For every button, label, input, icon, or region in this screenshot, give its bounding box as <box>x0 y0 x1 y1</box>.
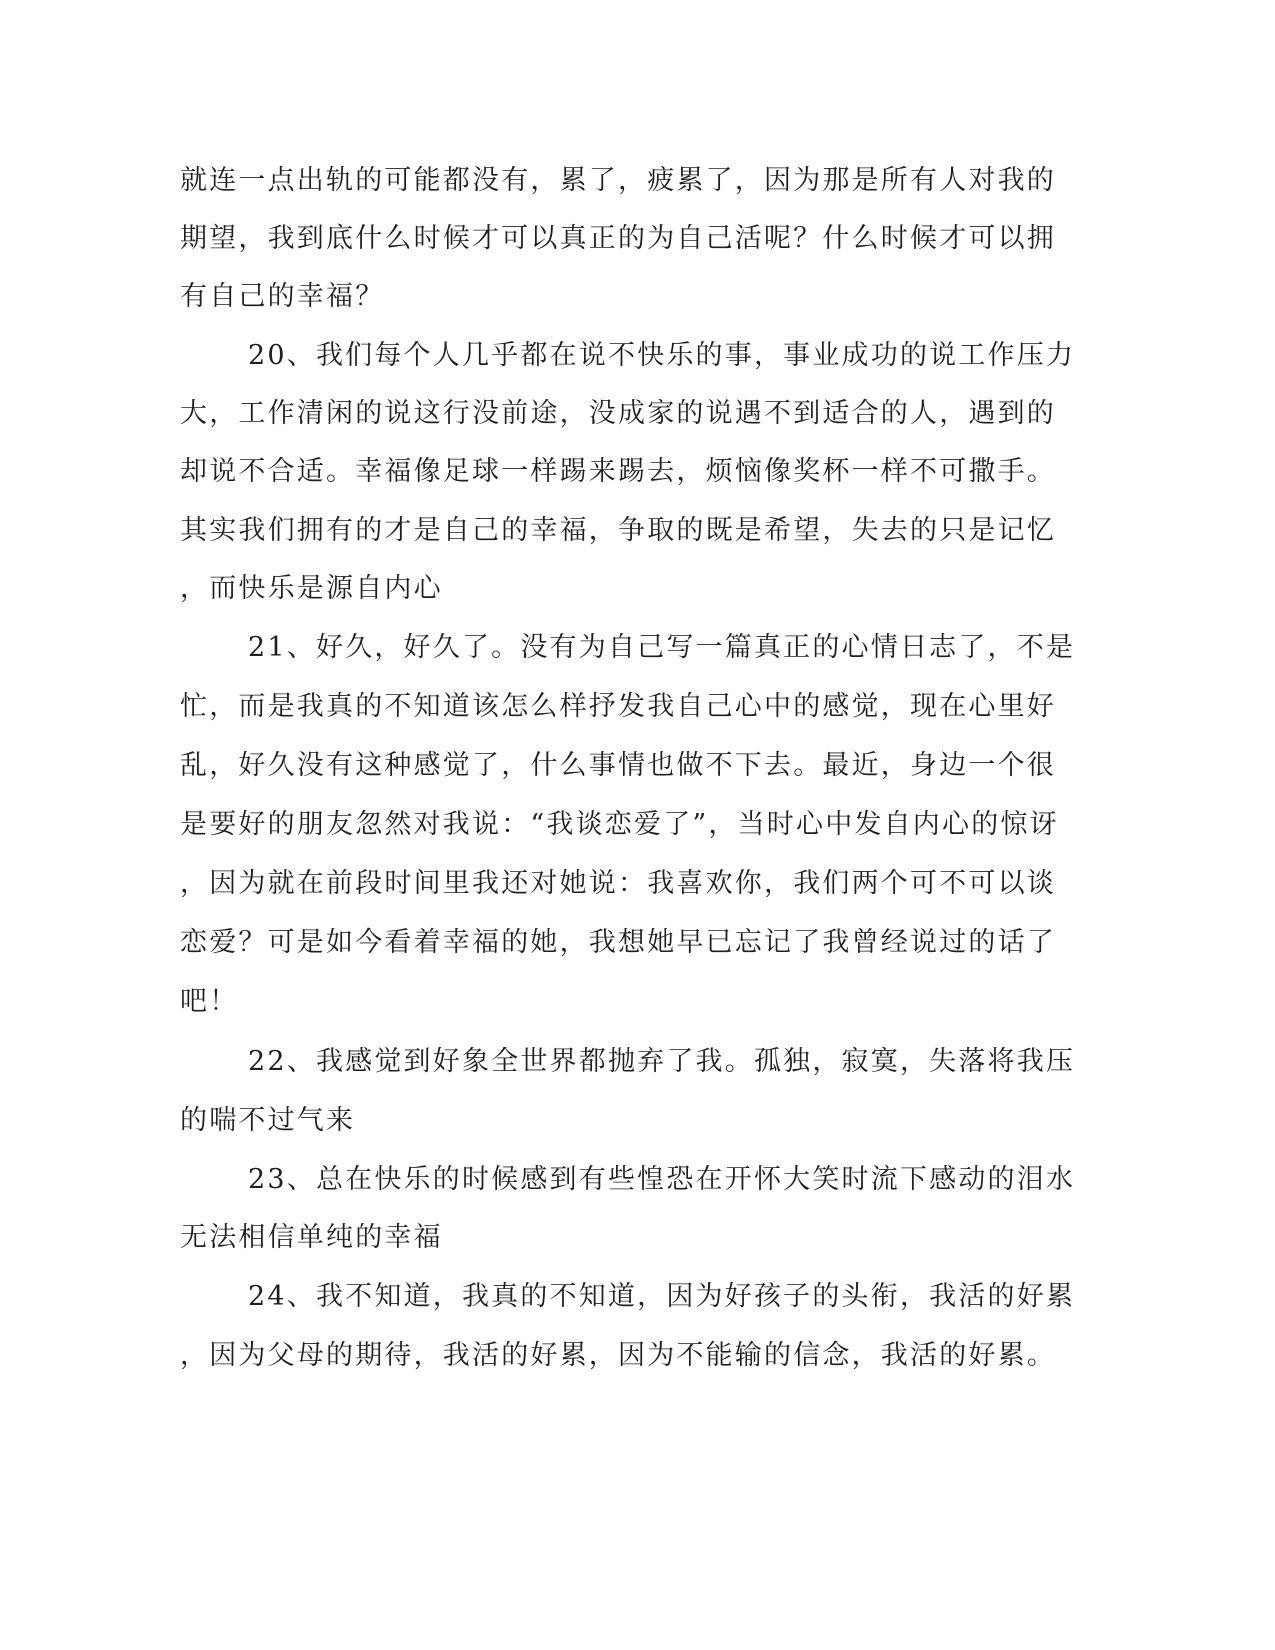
paragraph-20-first-line: 20、我们每个人几乎都在说不快乐的事，事业成功的说工作压力 <box>248 340 1076 371</box>
text-line: ，因为就在前段时间里我还对她说：我喜欢你，我们两个可不可以谈 <box>180 868 1056 899</box>
text-line: 的喘不过气来 <box>180 1105 356 1136</box>
text-line: 乱，好久没有这种感觉了，什么事情也做不下去。最近，身边一个很 <box>180 750 1056 781</box>
text-line: ，因为父母的期待，我活的好累，因为不能输的信念，我活的好累。 <box>180 1340 1056 1371</box>
text-line: 是要好的朋友忽然对我说：“我谈恋爱了”，当时心中发自内心的惊讶 <box>180 809 1059 840</box>
text-line: 无法相信单纯的幸福 <box>180 1222 443 1253</box>
text-line: 却说不合适。幸福像足球一样踢来踢去，烦恼像奖杯一样不可撒手。 <box>180 456 1056 487</box>
paragraph-22-first-line: 22、我感觉到好象全世界都抛弃了我。孤独，寂寞，失落将我压 <box>248 1046 1076 1077</box>
text-line: 就连一点出轨的可能都没有，累了，疲累了，因为那是所有人对我的 <box>180 165 1056 196</box>
text-line: 恋爱？可是如今看着幸福的她，我想她早已忘记了我曾经说过的话了 <box>180 927 1056 958</box>
paragraph-21-first-line: 21、好久，好久了。没有为自己写一篇真正的心情日志了，不是 <box>248 632 1076 663</box>
text-line: ，而快乐是源自内心 <box>180 573 443 604</box>
text-line: 期望，我到底什么时候才可以真正的为自己活呢？什么时候才可以拥 <box>180 223 1056 254</box>
paragraph-24-first-line: 24、我不知道，我真的不知道，因为好孩子的头衔，我活的好累 <box>248 1281 1076 1312</box>
text-line: 其实我们拥有的才是自己的幸福，争取的既是希望，失去的只是记忆 <box>180 515 1056 546</box>
text-line: 大，工作清闲的说这行没前途，没成家的说遇不到适合的人，遇到的 <box>180 398 1056 429</box>
text-line: 忙，而是我真的不知道该怎么样抒发我自己心中的感觉，现在心里好 <box>180 691 1056 722</box>
text-line: 吧！ <box>180 986 239 1017</box>
paragraph-23-first-line: 23、总在快乐的时候感到有些惶恐在开怀大笑时流下感动的泪水 <box>248 1164 1076 1195</box>
text-line: 有自己的幸福？ <box>180 281 385 312</box>
